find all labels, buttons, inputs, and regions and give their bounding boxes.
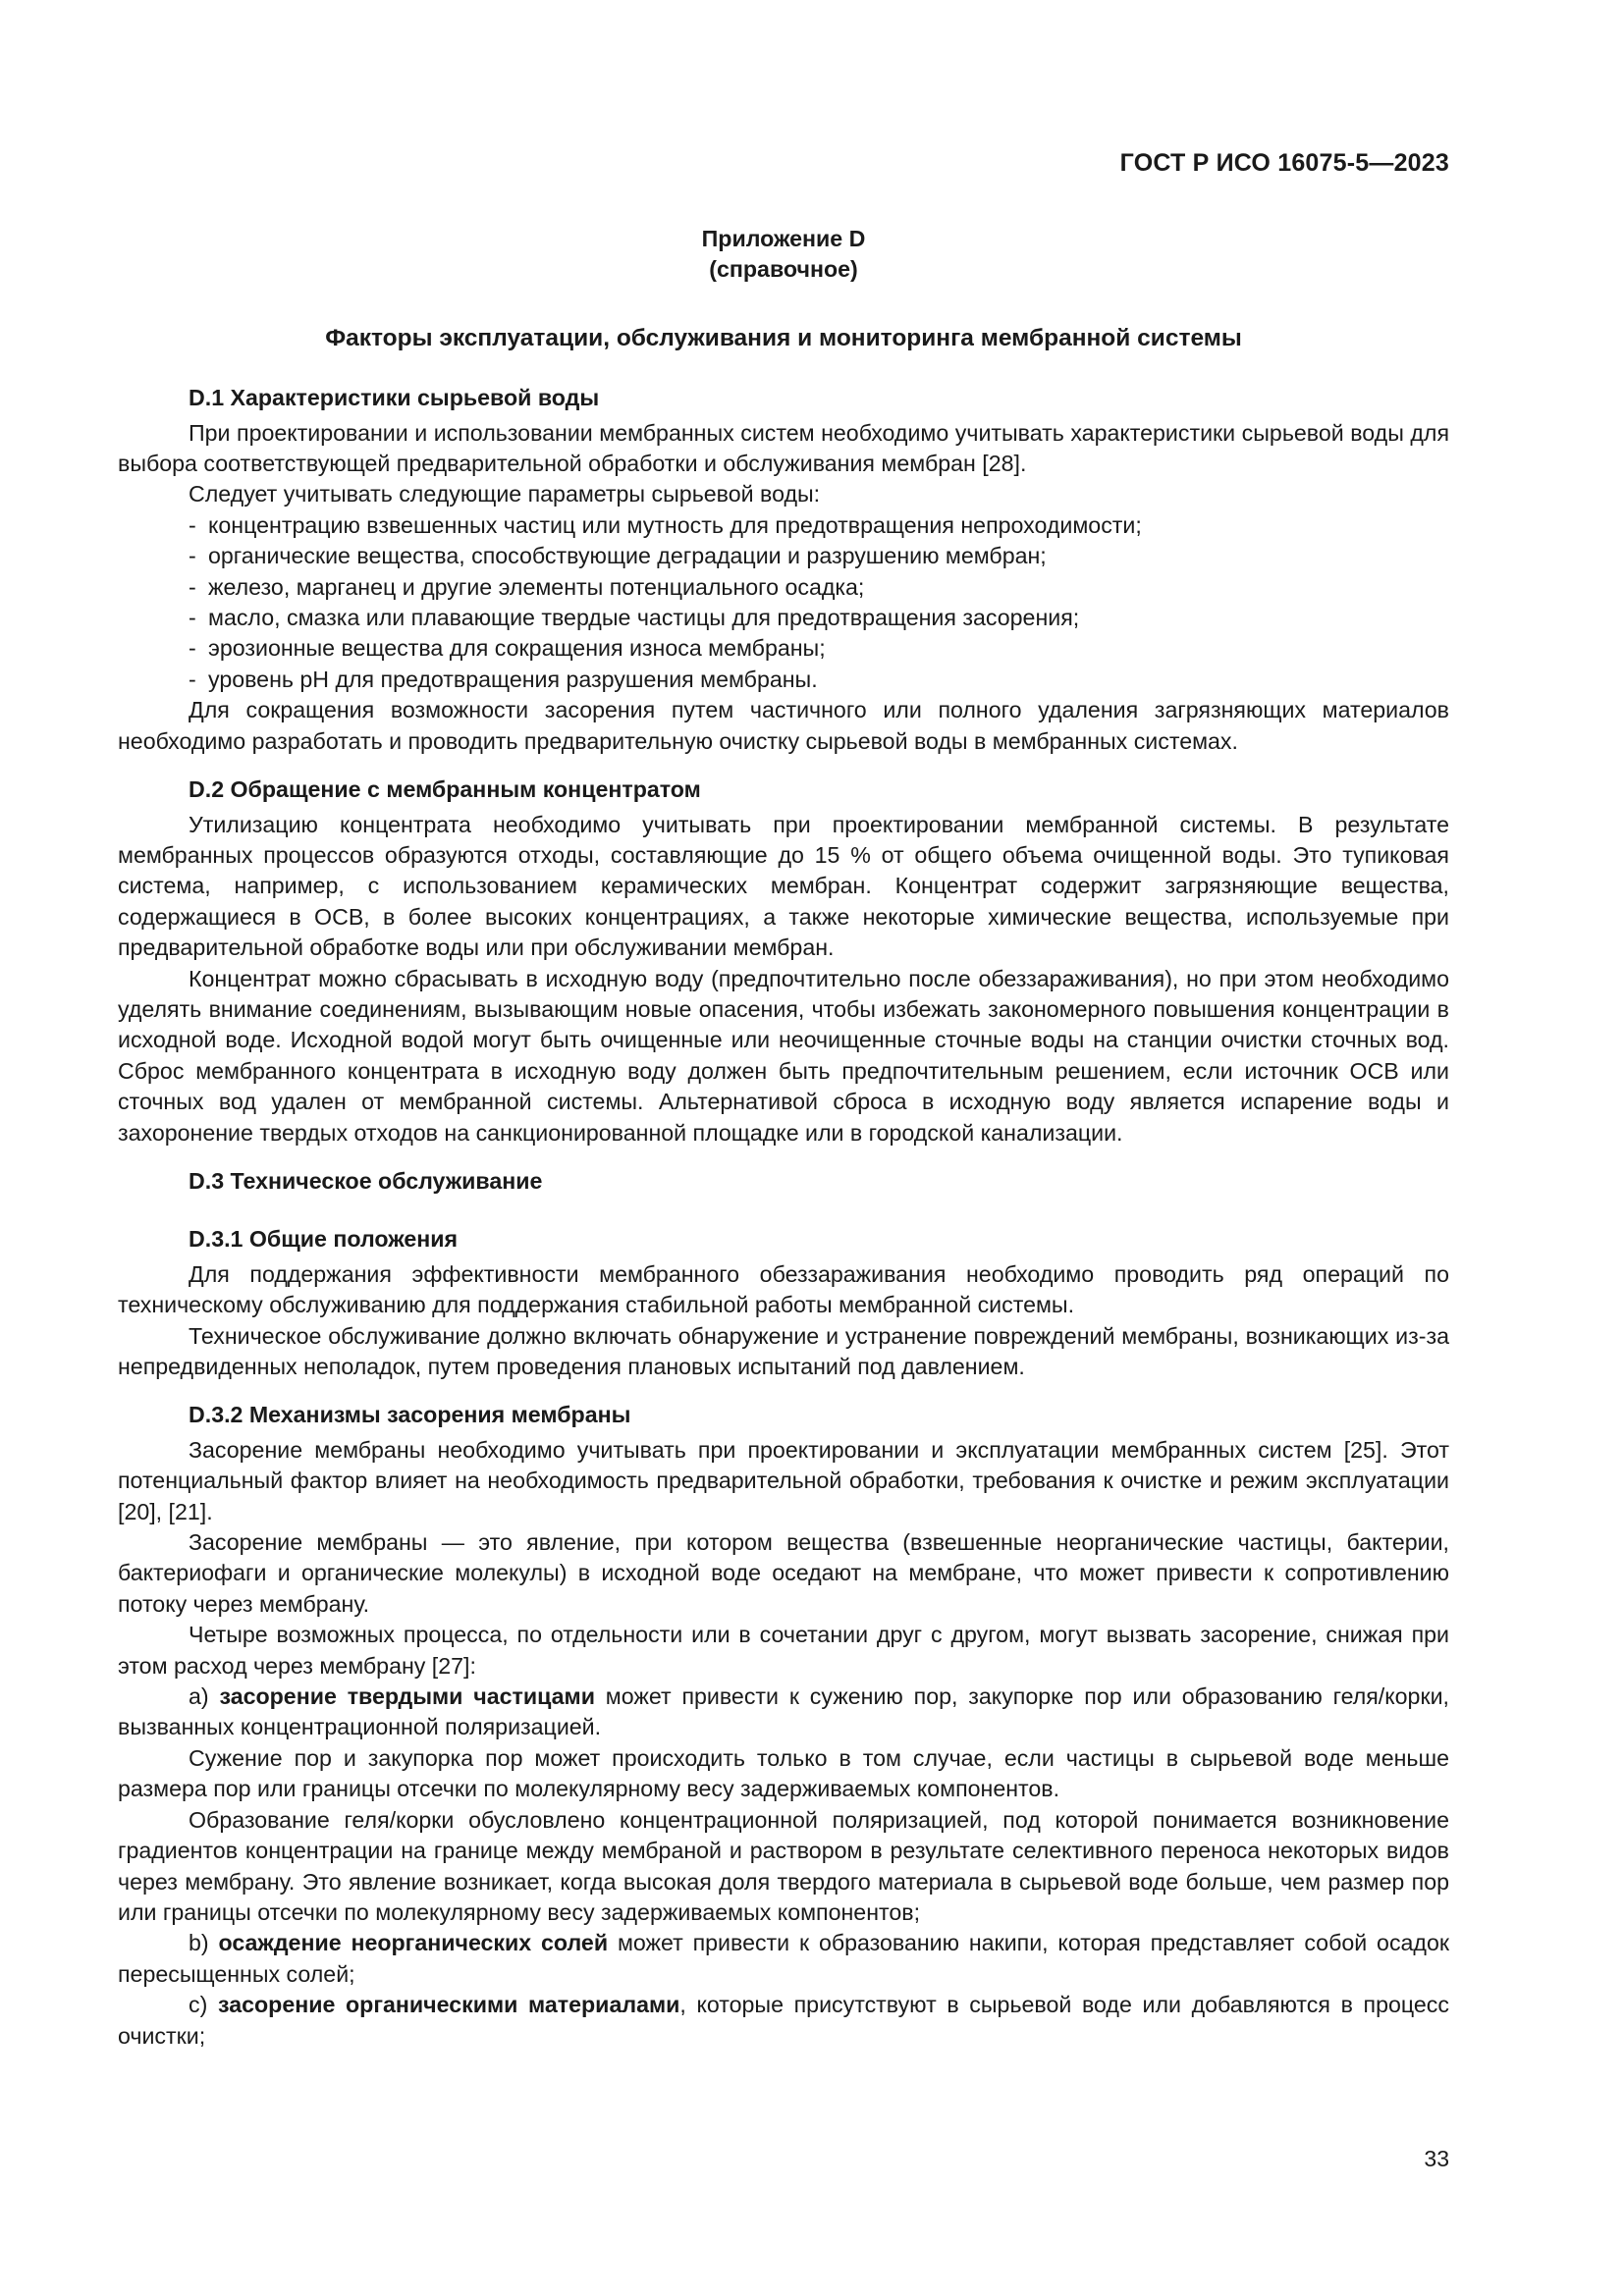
item-term: засорение твердыми частицами (219, 1683, 595, 1710)
document-code: ГОСТ Р ИСО 16075-5—2023 (1119, 149, 1449, 177)
list-item (118, 572, 1449, 603)
paragraph: Четыре возможных процесса, по отдельности или в сочетании друг с другом, могут вызвать засорение, снижая при этом расход через мембрану [27]: (118, 1622, 1449, 1679)
section-heading-d2: D.2 Обращение с мембранным концентратом (189, 776, 701, 803)
paragraph: Концентрат можно сбрасывать в исходную воду (предпочтительно после обеззараживания), но при этом необходимо уделять внимание соединениям, вызывающим новые опасения, чтобы избежать закономерного повышения концентрации в исходной воде. Исходной водой могут быть очищенные или неочищенные сточные воды на станции очистки сточных вод. Сброс мембранного концентрата в исходную воду должен быть предпочтительным решением, если источник ОСВ или сточных вод удален от мембранной системы. Альтернативой сброса в исходную воду является испарение воды и захоронение твердых отходов на санкционированной площадке или в городской канализации. (118, 965, 1449, 1146)
dash-mark: - (189, 511, 196, 538)
list-item (118, 510, 1449, 541)
paragraph: Следует учитывать следующие параметры сырьевой воды: (189, 481, 821, 507)
section-heading-d1: D.1 Характеристики сырьевой воды (189, 385, 600, 411)
annex-title: Приложение D (701, 226, 866, 251)
paragraph: Засорение мембраны — это явление, при котором вещества (взвешенные неорганические частицы, бактерии, бактериофаги и органические молекулы) в исходной воде оседают на мембране, что может привести к сопротивлению потоку через мембрану. (118, 1529, 1449, 1617)
page-number: 33 (1424, 2146, 1449, 2171)
item-text: , которые присутствуют в сырьевой воде или добавляются в процесс очистки; (118, 1992, 1449, 2049)
item-text: может привести к сужению пор, закупорке пор или образованию геля/корки, вызванных концентрационной поляризацией. (118, 1683, 1449, 1740)
list-item (118, 633, 1449, 664)
list-item-text: железо, марганец и другие элементы потенциального осадка; (208, 573, 865, 600)
list-item-b (118, 1928, 1449, 1990)
annex-note: (справочное) (709, 256, 858, 283)
paragraph: Сужение пор и закупорка пор может происходить только в том случае, если частицы в сырьевой воде меньше размера пор или границы отсечки по молекулярному весу задерживаемых компонентов. (118, 1744, 1449, 1802)
list-item-c (118, 1990, 1449, 2052)
page-content (118, 224, 1449, 2052)
dash-mark: - (189, 666, 196, 692)
list-item-text: масло, смазка или плавающие твердые частицы для предотвращения засорения; (208, 605, 1080, 631)
list-item-text: уровень pH для предотвращения разрушения мембраны. (208, 666, 818, 692)
paragraph: Для сокращения возможности засорения путем частичного или полного удаления загрязняющих материалов необходимо разработать и проводить предварительную очистку сырьевой воды в мембранных системах. (118, 697, 1449, 754)
dash-mark: - (189, 543, 196, 569)
paragraph: Засорение мембраны необходимо учитывать при проектировании и эксплуатации мембранных систем [25]. Этот потенциальный фактор влияет на необходимость предварительной обработки, требования к очистке и режим эксплуатации [20], [21]. (118, 1436, 1449, 1524)
paragraph: При проектировании и использовании мембранных систем необходимо учитывать характеристики сырьевой воды для выбора соответствующей предварительной обработки и обслуживания мембран [28]. (118, 419, 1449, 477)
list-item-text: органические вещества, способствующие деградации и разрушению мембран; (208, 543, 1047, 569)
dash-mark: - (189, 635, 196, 662)
paragraph: Утилизацию концентрата необходимо учитывать при проектировании мембранной системы. В результате мембранных процессов образуются отходы, составляющие до 15 % от общего объема очищенной воды. Это тупиковая система, например, с использованием керамических мембран. Концентрат содержит загрязняющие вещества, содержащиеся в ОСВ, в более высоких концентрациях, а также некоторые химические вещества, используемые при предварительной обработке воды или при обслуживании мембран. (118, 811, 1449, 961)
list-item (118, 603, 1449, 633)
paragraph: Для поддержания эффективности мембранного обеззараживания необходимо проводить ряд операций по техническому обслуживанию для поддержания стабильной работы мембранной системы. (118, 1260, 1449, 1318)
list-item-text: концентрацию взвешенных частиц или мутность для предотвращения непроходимости; (208, 511, 1142, 538)
item-letter: b) (189, 1930, 209, 1956)
section-heading-d3-2: D.3.2 Механизмы засорения мембраны (189, 1402, 631, 1428)
section-heading-d3-1: D.3.1 Общие положения (189, 1226, 459, 1253)
item-text: может привести к образованию накипи, которая представляет собой осадок пересыщенных солей; (118, 1930, 1450, 1987)
paragraph: Техническое обслуживание должно включать обнаружение и устранение повреждений мембраны, возникающих из-за непредвиденных неполадок, путем проведения плановых испытаний под давлением. (118, 1322, 1449, 1379)
list-item (118, 541, 1449, 571)
section-heading-d3: D.3 Техническое обслуживание (189, 1167, 543, 1194)
list-item (118, 665, 1449, 695)
list-item-a (118, 1682, 1449, 1743)
annex-heading: Факторы эксплуатации, обслуживания и мониторинга мембранной системы (325, 324, 1242, 351)
dash-mark: - (189, 573, 196, 600)
dash-list (118, 510, 1449, 695)
item-term: осаждение неорганических солей (218, 1930, 609, 1956)
paragraph: Образование геля/корки обусловлено концентрационной поляризацией, под которой понимается возникновение градиентов концентрации на границе между мембраной и раствором в результате селективного переноса некоторых видов через мембрану. Это явление возникает, когда высокая доля твердого материала в сырьевой воде больше, чем размер пор или границы отсечки по молекулярному весу задерживаемых компонентов; (118, 1806, 1449, 1925)
item-letter: a) (189, 1683, 209, 1710)
item-term: засорение органическими материалами (217, 1992, 680, 2018)
item-letter: c) (189, 1992, 208, 2018)
list-item-text: эрозионные вещества для сокращения износа мембраны; (208, 635, 826, 662)
dash-mark: - (189, 605, 196, 631)
